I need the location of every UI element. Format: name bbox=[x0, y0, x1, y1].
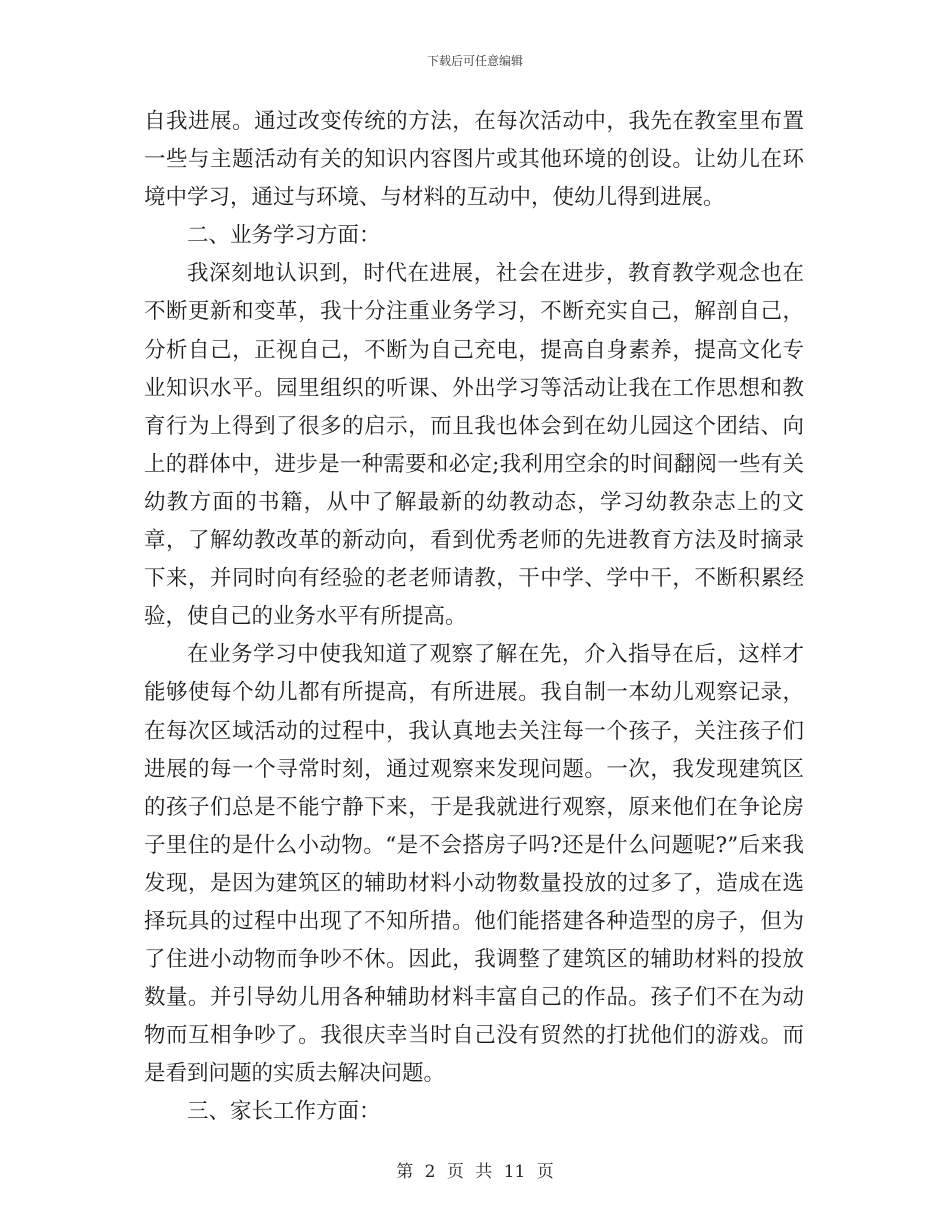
page-header-note: 下载后可任意编辑 bbox=[426, 54, 523, 68]
section-heading-business-study: 二、业务学习方面： bbox=[187, 223, 381, 249]
page-number-footer: 第 2 页 共 11 页 bbox=[396, 1162, 554, 1182]
document-body bbox=[144, 103, 804, 1132]
paragraph-business-study: 我深刻地认识到，时代在进展，社会在进步，教育教学观念也在不断更新和变革，我十分注重业务学习，不断充实自己，解剖自己，分析自己，正视自己，不断为自己充电，提高自身素养，提高文化专业知识水平。园里组织的听课、外出学习等活动让我在工作思想和教育行为上得到了很多的启示，而且我也体会到在幼儿园这个团结、向上的群体中，进步是一种需要和必定;我利用空余的时间翻阅一些有关幼教方面的书籍，从中了解最新的幼教动态，学习幼教杂志上的文章，了解幼教改革的新动向，看到优秀老师的先进教育方法及时摘录下来，并同时向有经验的老老师请教，干中学、学中干，不断积累经验，使自己的业务水平有所提高。 bbox=[144, 261, 804, 630]
section-heading-parent-work: 三、家长工作方面： bbox=[187, 1099, 381, 1125]
paragraph-observation: 在业务学习中使我知道了观察了解在先，介入指导在后，这样才能够使每个幼儿都有所提高，有所进展。我自制一本幼儿观察记录，在每次区域活动的过程中，我认真地去关注每一个孩子，关注孩子们进展的每一个寻常时刻，通过观察来发现问题。一次，我发现建筑区的孩子们总是不能宁静下来，于是我就进行观察，原来他们在争论房子里住的是什么小动物。“是不会搭房子吗?还是什么问题呢?”后来我发现，是因为建筑区的辅助材料小动物数量投放的过多了，造成在选择玩具的过程中出现了不知所措。他们能搭建各种造型的房子，但为了住进小动物而争吵不休。因此，我调整了建筑区的辅助材料的投放数量。并引导幼儿用各种辅助材料丰富自己的作品。孩子们不在为动物而互相争吵了。我很庆幸当时自己没有贸然的打扰他们的游戏。而是看到问题的实质去解决问题。 bbox=[144, 642, 804, 1087]
paragraph-continuation: 自我进展。通过改变传统的方法，在每次活动中，我先在教室里布置一些与主题活动有关的知识内容图片或其他环境的创设。让幼儿在环境中学习，通过与环境、与材料的互动中，使幼儿得到进展。 bbox=[144, 109, 804, 211]
